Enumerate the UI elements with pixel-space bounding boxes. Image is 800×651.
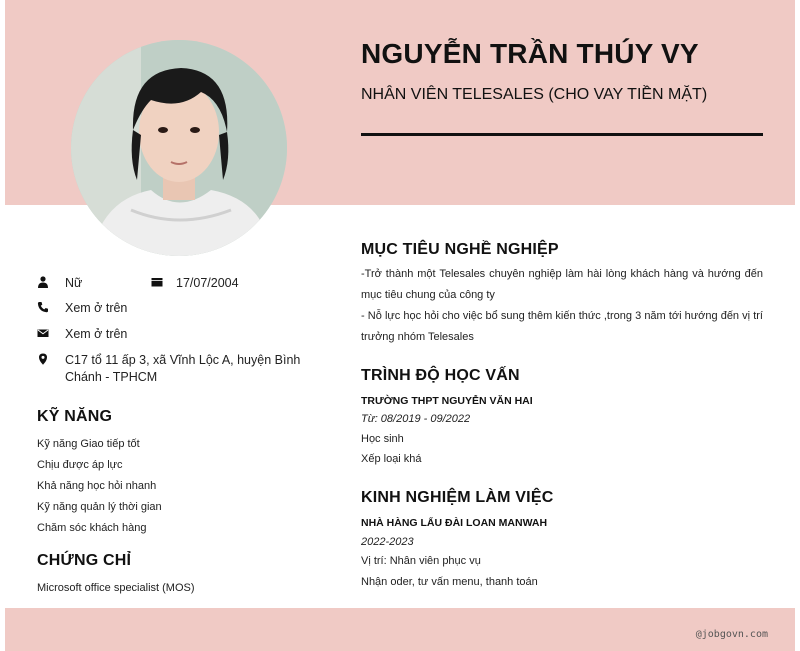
experience-duties: Nhận oder, tư vấn menu, thanh toán (361, 576, 538, 588)
objective-line-1: -Trở thành một Telesales chuyên nghiệp làm hài lòng khách hàng và hướng đến mục tiêu chung của công ty (361, 268, 763, 301)
email-value: Xem ở trên (65, 327, 128, 341)
certificate-item: Microsoft office specialist (MOS) (37, 582, 195, 594)
envelope-icon (37, 327, 49, 339)
certificates-list (37, 581, 195, 602)
calendar-icon (151, 276, 163, 288)
objective-line-2: - Nỗ lực học hỏi cho việc bổ sung thêm kiến thức ,trong 3 năm tới hướng đến vị trí trưởng nhóm Telesales (361, 310, 763, 343)
skill-item: Kỹ năng quản lý thời gian (37, 501, 162, 513)
company-name: NHÀ HÀNG LẨU ĐÀI LOAN MANWAH (361, 517, 548, 529)
dob-value: 17/07/2004 (176, 276, 239, 290)
gender-value: Nữ (65, 276, 83, 290)
skills-list (37, 437, 162, 542)
objective-title: MỤC TIÊU NGHỀ NGHIỆP (361, 241, 559, 258)
education-title: TRÌNH ĐỘ HỌC VẤN (361, 367, 520, 384)
phone-value: Xem ở trên (65, 301, 128, 315)
education-grade: Xếp loại khá (361, 453, 422, 465)
certificates-title: CHỨNG CHỈ (37, 552, 132, 569)
title-divider (361, 133, 763, 136)
person-icon (37, 276, 49, 288)
school-name: TRƯỜNG THPT NGUYỄN VĂN HAI (361, 395, 533, 407)
skill-item: Chăm sóc khách hàng (37, 522, 147, 534)
job-title: NHÂN VIÊN TELESALES (CHO VAY TIỀN MẶT) (361, 86, 708, 103)
skills-title: KỸ NĂNG (37, 408, 113, 425)
education-period: Từ: 08/2019 - 09/2022 (361, 413, 471, 425)
footer-brand: @jobgovn.com (695, 629, 768, 640)
map-pin-icon (37, 353, 49, 365)
experience-title: KINH NGHIỆM LÀM VIỆC (361, 489, 554, 506)
skill-item: Chịu được áp lực (37, 459, 123, 471)
address-value: C17 tổ 11 ấp 3, xã Vĩnh Lộc A, huyện Bình Chánh - TPHCM (65, 353, 301, 384)
phone-icon (37, 301, 49, 313)
experience-position: Vị trí: Nhân viên phục vụ (361, 555, 481, 567)
footer-band (5, 608, 795, 651)
experience-period: 2022-2023 (361, 536, 414, 548)
cv-page (5, 0, 795, 651)
skill-item: Khả năng học hỏi nhanh (37, 480, 157, 492)
education-role: Học sinh (361, 433, 404, 445)
profile-photo (71, 40, 287, 256)
candidate-name: NGUYỄN TRẦN THÚY VY (361, 38, 699, 69)
skill-item: Kỹ năng Giao tiếp tốt (37, 438, 140, 450)
